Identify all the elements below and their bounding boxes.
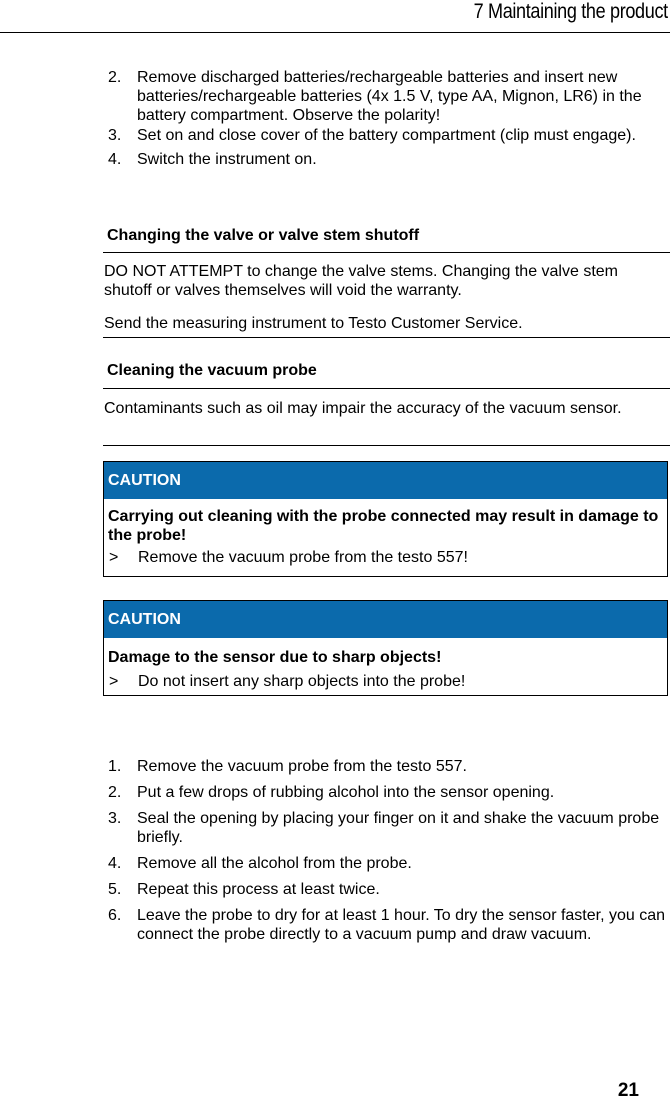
header-divider (0, 32, 670, 33)
list-item-number: 4. (108, 855, 122, 872)
section-heading-valve: Changing the valve or valve stem shutoff (103, 226, 670, 253)
caution-label: CAUTION (104, 462, 667, 499)
list-item (103, 126, 668, 145)
caution-label: CAUTION (104, 601, 667, 638)
list-item (103, 854, 668, 873)
list-item-number: 1. (108, 758, 122, 775)
list-item-number: 2. (108, 69, 122, 86)
caution-box-sharp-objects (103, 600, 668, 696)
caution-action (104, 545, 667, 569)
list-item-number: 6. (108, 907, 122, 924)
list-item-text: Put a few drops of rubbing alcohol into the sensor opening. (137, 784, 555, 801)
cleaning-steps-list (103, 757, 668, 944)
list-item-number: 3. (108, 127, 122, 144)
caution-action-text: Remove the vacuum probe from the testo 557! (138, 549, 468, 566)
caution-title: Carrying out cleaning with the probe connected may result in damage to the probe! (108, 508, 659, 544)
caution-box-connected-probe (103, 461, 668, 577)
probe-contaminants-paragraph: Contaminants such as oil may impair the accuracy of the vacuum sensor. (103, 399, 670, 446)
chapter-title: 7 Maintaining the product (473, 0, 668, 23)
caution-action (104, 667, 667, 693)
list-item (103, 783, 668, 802)
list-item-text: Set on and close cover of the battery compartment (clip must engage). (137, 127, 636, 144)
list-item-number: 2. (108, 784, 122, 801)
list-item-number: 5. (108, 881, 122, 898)
list-item-number: 4. (108, 151, 122, 168)
list-item (103, 150, 668, 169)
caution-action-text: Do not insert any sharp objects into the probe! (138, 673, 466, 690)
list-item-number: 3. (108, 810, 122, 827)
action-marker: > (109, 549, 119, 566)
list-item-text: Switch the instrument on. (137, 151, 317, 168)
valve-warning-paragraph: DO NOT ATTEMPT to change the valve stems. Changing the valve stem shutoff or valves themselves will void the warranty. (104, 263, 618, 299)
list-item-text: Repeat this process at least twice. (137, 881, 380, 898)
list-item (103, 68, 668, 125)
list-item-text: Seal the opening by placing your finger on it and shake the vacuum probe briefly. (137, 810, 660, 846)
section-heading-probe: Cleaning the vacuum probe (103, 361, 670, 389)
battery-steps-list (103, 68, 668, 169)
list-item (103, 757, 668, 776)
list-item-text: Remove discharged batteries/rechargeable batteries and insert new batteries/rechargeable batteries (4x 1.5 V, type AA, Mignon, LR6) in the battery compartment. Observe the polarity! (137, 69, 642, 124)
list-item-text: Remove all the alcohol from the probe. (137, 855, 412, 872)
list-item (103, 880, 668, 899)
list-item-text: Leave the probe to dry for at least 1 hour. To dry the sensor faster, you can connect the probe directly to a vacuum pump and draw vacuum. (137, 907, 666, 943)
action-marker: > (109, 673, 119, 690)
caution-title: Damage to the sensor due to sharp objects! (108, 649, 442, 666)
list-item (103, 809, 668, 847)
list-item (103, 906, 668, 944)
page-number: 21 (617, 1080, 639, 1101)
list-item-text: Remove the vacuum probe from the testo 557. (137, 758, 467, 775)
valve-service-paragraph: Send the measuring instrument to Testo Customer Service. (103, 314, 670, 338)
